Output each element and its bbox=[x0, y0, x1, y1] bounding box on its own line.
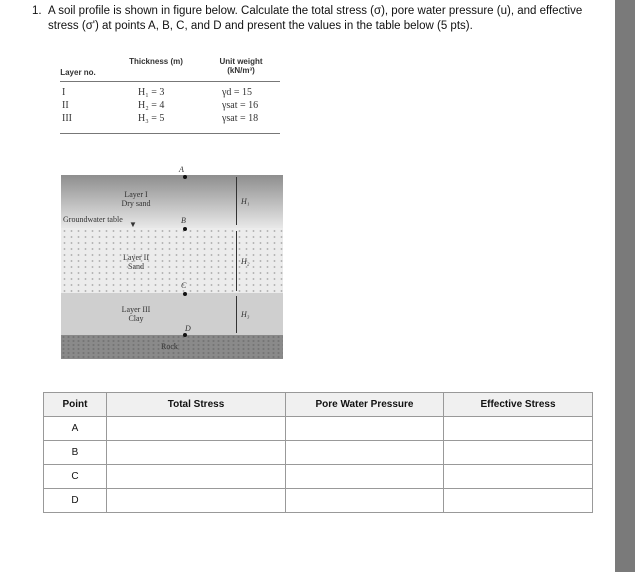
point-cell: A bbox=[44, 417, 107, 441]
label-b: B bbox=[181, 216, 186, 225]
point-a bbox=[183, 175, 187, 179]
table-row bbox=[44, 489, 593, 513]
label-a: A bbox=[179, 165, 184, 174]
header-point: Point bbox=[44, 393, 107, 417]
point-cell: D bbox=[44, 489, 107, 513]
row-1-unit-weight: γd = 15 bbox=[222, 87, 253, 98]
row-3-unit-weight: γsat = 18 bbox=[222, 113, 259, 124]
label-layer2: Layer II bbox=[123, 253, 149, 262]
header-thickness: Thickness (m) bbox=[129, 57, 183, 66]
pore-pressure-cell[interactable] bbox=[286, 489, 444, 513]
header-pore-water-pressure: Pore Water Pressure bbox=[286, 393, 444, 417]
header-unit-weight: Unit weight (kN/m³) bbox=[219, 57, 263, 75]
label-layer3: Layer III bbox=[121, 305, 151, 314]
total-stress-cell[interactable] bbox=[107, 441, 286, 465]
point-b bbox=[183, 227, 187, 231]
effective-stress-cell[interactable] bbox=[444, 417, 593, 441]
h1-arrow bbox=[236, 177, 237, 225]
label-layer1: Layer I bbox=[124, 190, 148, 199]
header-layer-no: Layer no. bbox=[60, 68, 96, 77]
pore-pressure-cell[interactable] bbox=[286, 441, 444, 465]
question-text: A soil profile is shown in figure below. Calculate the total stress (σ), pore water pressure (u), and effective stress (σ') at points A, B, C, and D and present the values in the table below (5 pts). bbox=[48, 5, 583, 32]
point-c bbox=[183, 292, 187, 296]
label-layer3-mat: Clay bbox=[128, 314, 144, 323]
table-row bbox=[44, 465, 593, 489]
label-h3: H₃ bbox=[241, 310, 250, 319]
pore-pressure-cell[interactable] bbox=[286, 465, 444, 489]
scrollbar[interactable] bbox=[615, 0, 635, 572]
row-2-thickness: H₂ = 4 bbox=[138, 100, 165, 111]
label-h1: H₁ bbox=[241, 197, 250, 206]
label-gwt: Groundwater table bbox=[63, 215, 123, 224]
total-stress-cell[interactable] bbox=[107, 489, 286, 513]
total-stress-cell[interactable] bbox=[107, 465, 286, 489]
h3-arrow bbox=[236, 296, 237, 333]
row-3-layer: III bbox=[62, 113, 72, 124]
label-h2: H₂ bbox=[241, 257, 250, 266]
point-cell: C bbox=[44, 465, 107, 489]
pore-pressure-cell[interactable] bbox=[286, 417, 444, 441]
header-total-stress: Total Stress bbox=[107, 393, 286, 417]
label-d: D bbox=[185, 324, 191, 333]
point-d bbox=[183, 333, 187, 337]
h2-arrow bbox=[236, 231, 237, 291]
effective-stress-cell[interactable] bbox=[444, 465, 593, 489]
label-layer1-mat: Dry sand bbox=[121, 199, 151, 208]
label-layer2-mat: Sand bbox=[128, 262, 144, 271]
table-row bbox=[44, 417, 593, 441]
point-cell: B bbox=[44, 441, 107, 465]
header-effective-stress: Effective Stress bbox=[444, 393, 593, 417]
row-3-thickness: H₃ = 5 bbox=[138, 113, 165, 124]
label-c: C bbox=[181, 281, 187, 290]
table-row bbox=[44, 441, 593, 465]
row-1-layer: I bbox=[62, 87, 66, 98]
effective-stress-cell[interactable] bbox=[444, 489, 593, 513]
row-1-thickness: H₁ = 3 bbox=[138, 87, 165, 98]
total-stress-cell[interactable] bbox=[107, 417, 286, 441]
row-2-unit-weight: γsat = 16 bbox=[222, 100, 259, 111]
water-table-icon: ▼ bbox=[129, 220, 137, 229]
soil-profile-figure bbox=[61, 165, 283, 359]
effective-stress-cell[interactable] bbox=[444, 441, 593, 465]
row-2-layer: II bbox=[62, 100, 69, 111]
question bbox=[32, 4, 592, 34]
answer-table bbox=[43, 392, 593, 513]
label-rock: Rock bbox=[161, 342, 178, 351]
question-number: 1. bbox=[32, 5, 42, 17]
